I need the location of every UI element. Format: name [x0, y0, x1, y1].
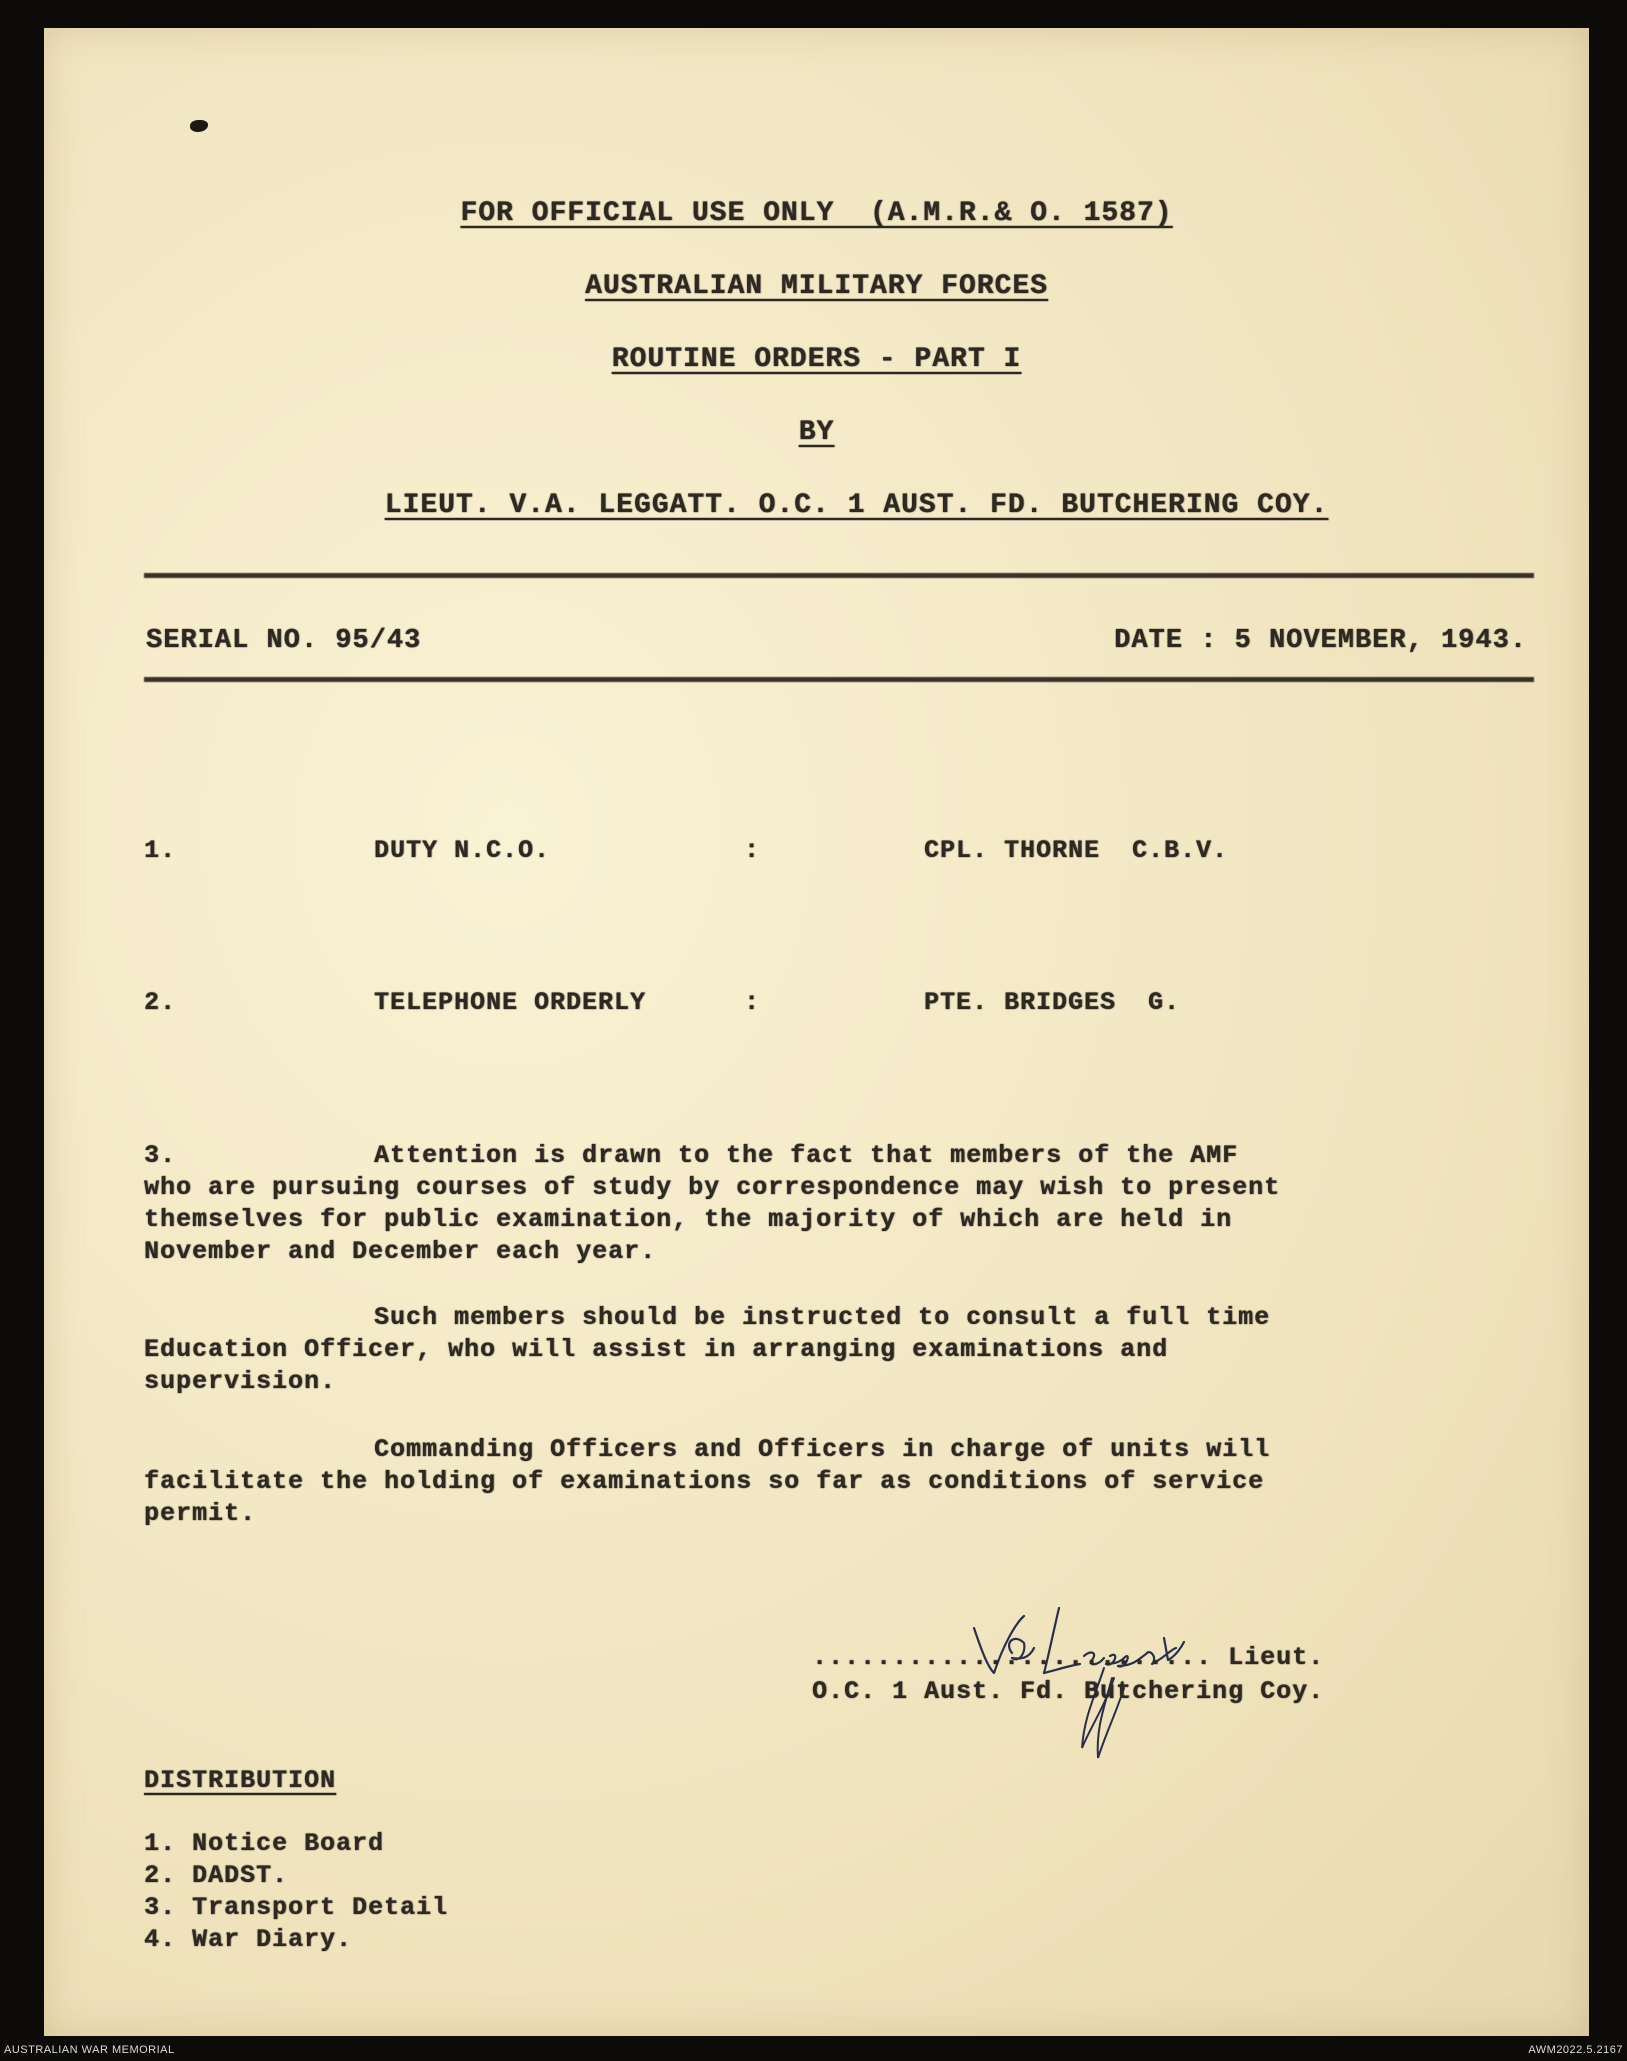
- organisation-heading: AUSTRALIAN MILITARY FORCES: [585, 271, 1048, 302]
- by-heading: BY: [798, 417, 835, 448]
- order-date: DATE : 5 NOVEMBER, 1943.: [1114, 626, 1527, 656]
- item-number: 1.: [144, 836, 177, 865]
- paragraph-line: facilitate the holding of examinations so far as conditions of service: [144, 1467, 1265, 1496]
- item-separator: :: [744, 836, 761, 865]
- archive-reference: AWM2022.5.2167: [1528, 2044, 1623, 2056]
- distribution-item: 1. Notice Board: [144, 1829, 385, 1858]
- item-separator: :: [744, 988, 761, 1017]
- paragraph-line: Commanding Officers and Officers in charge of units will: [374, 1435, 1271, 1464]
- paragraph-line: Education Officer, who will assist in arranging examinations and: [144, 1335, 1169, 1364]
- orders-title: ROUTINE ORDERS - PART I: [611, 344, 1022, 375]
- issuer-heading: LIEUT. V.A. LEGGATT. O.C. 1 AUST. FD. BUTCHERING COY.: [384, 490, 1329, 521]
- serial-number: SERIAL NO. 95/43: [146, 626, 422, 656]
- classification-heading: FOR OFFICIAL USE ONLY (A.M.R.& O. 1587): [460, 198, 1173, 229]
- distribution-item: 4. War Diary.: [144, 1925, 353, 1954]
- paragraph-line: Attention is drawn to the fact that members of the AMF: [374, 1141, 1239, 1170]
- ink-blot: [190, 120, 208, 132]
- item-number: 3.: [144, 1141, 177, 1170]
- archive-credit: AUSTRALIAN WAR MEMORIAL: [4, 2044, 175, 2056]
- item-name: PTE. BRIDGES G.: [924, 988, 1181, 1017]
- header-rule-bottom: [144, 677, 1534, 682]
- item-role: TELEPHONE ORDERLY: [374, 988, 647, 1017]
- paragraph-line: November and December each year.: [144, 1237, 657, 1266]
- item-number: 2.: [144, 988, 177, 1017]
- paragraph-line: permit.: [144, 1499, 257, 1528]
- item-role: DUTY N.C.O.: [374, 836, 551, 865]
- signature-line: ......................... Lieut.: [812, 1643, 1325, 1672]
- paragraph-line: themselves for public examination, the majority of which are held in: [144, 1205, 1233, 1234]
- paragraph-line: who are pursuing courses of study by correspondence may wish to present: [144, 1173, 1281, 1202]
- distribution-item: 3. Transport Detail: [144, 1893, 449, 1922]
- distribution-item: 2. DADST.: [144, 1861, 289, 1890]
- paragraph-line: Such members should be instructed to consult a full time: [374, 1303, 1271, 1332]
- paragraph-line: supervision.: [144, 1367, 337, 1396]
- distribution-heading: DISTRIBUTION: [144, 1766, 337, 1795]
- header-rule-top: [144, 573, 1534, 578]
- item-name: CPL. THORNE C.B.V.: [924, 836, 1229, 865]
- document-sheet: [44, 28, 1589, 2036]
- signature-title: O.C. 1 Aust. Fd. Butchering Coy.: [812, 1677, 1325, 1706]
